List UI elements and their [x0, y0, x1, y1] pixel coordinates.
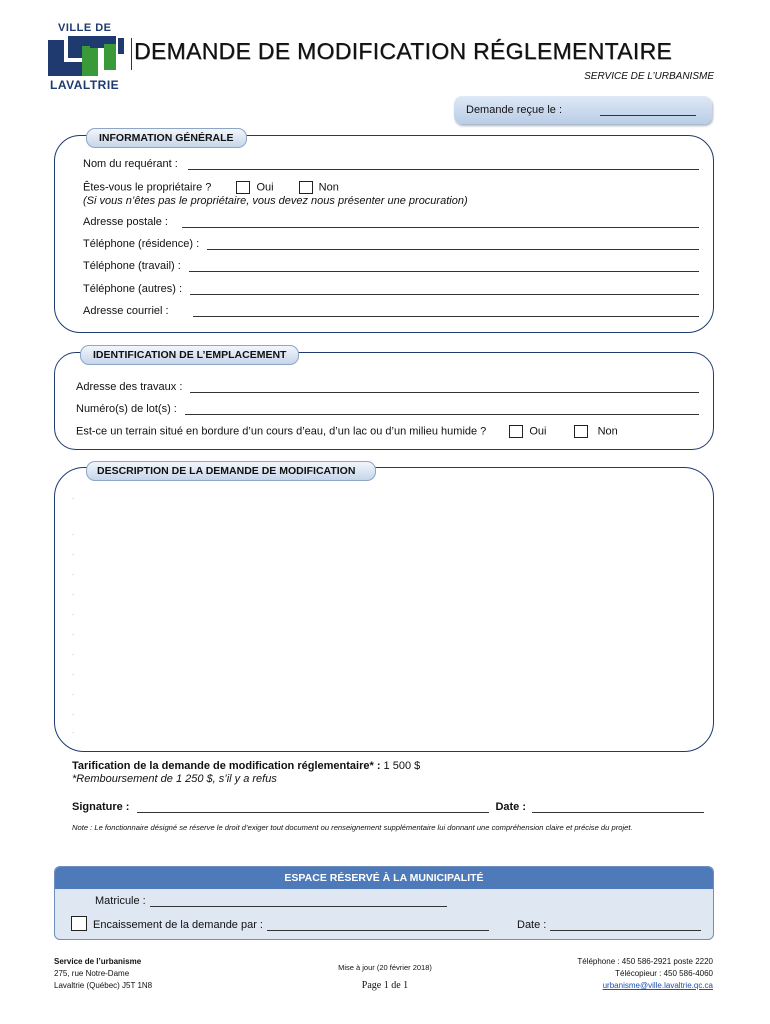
description-line-marker: . [72, 690, 74, 697]
signature-input[interactable] [137, 802, 489, 813]
address-row [83, 216, 699, 228]
owner-yes-label: Oui [256, 181, 274, 194]
general-info-tab: INFORMATION GÉNÉRALE [86, 128, 247, 148]
footer-contact [577, 956, 713, 992]
received-date-label: Demande reçue le : [466, 104, 562, 116]
pricing-label: Tarification de la demande de modification réglementaire* : [72, 760, 381, 772]
logo-top-text: VILLE DE [58, 22, 112, 34]
description-line-marker: . [72, 570, 74, 577]
email-row [83, 305, 699, 317]
requester-input[interactable] [188, 159, 699, 170]
payment-date-label: Date : [517, 919, 547, 931]
address-label: Adresse postale : [83, 216, 168, 228]
description-line-marker: . [72, 590, 74, 597]
requester-row [83, 158, 699, 170]
page-title: DEMANDE DE MODIFICATION RÉGLEMENTAIRE [134, 38, 673, 64]
water-question: Est-ce un terrain situé en bordure d’un cours d’eau, d’un lac ou d’un milieu humide ? [76, 425, 487, 438]
payment-row [71, 916, 701, 931]
pricing-amount: 1 500 $ [383, 760, 421, 772]
water-row [76, 425, 618, 438]
description-line-marker: . [72, 610, 74, 617]
service-subtitle: SERVICE DE L’URBANISME [584, 71, 714, 82]
phone-home-row [83, 238, 699, 250]
owner-question: Êtes-vous le propriétaire ? [83, 181, 212, 194]
footer-address [54, 956, 152, 992]
water-no-label: Non [597, 425, 618, 438]
description-line-marker: . [72, 650, 74, 657]
phone-other-input[interactable] [190, 284, 699, 295]
received-date-field[interactable] [600, 115, 696, 116]
signature-label: Signature : [72, 801, 130, 813]
owner-no-label: Non [318, 181, 339, 194]
footer-street: 275, rue Notre-Dame [54, 969, 130, 978]
lots-label: Numéro(s) de lot(s) : [76, 403, 177, 415]
phone-work-input[interactable] [189, 261, 699, 272]
matricule-row [95, 895, 447, 907]
description-line-marker: . [72, 630, 74, 637]
signature-date-label: Date : [495, 801, 527, 813]
description-line-marker: . [72, 670, 74, 677]
payment-label: Encaissement de la demande par : [93, 919, 263, 931]
page-number: Page 1 de 1 [361, 980, 409, 991]
phone-home-input[interactable] [207, 239, 699, 250]
description-line-marker: . [72, 530, 74, 537]
footer-email-link[interactable]: urbanisme@ville.lavaltrie.qc.ca [602, 981, 713, 990]
footer-update: Mise à jour (20 février 2018) [338, 963, 432, 972]
title-divider [131, 38, 132, 70]
matricule-input[interactable] [150, 896, 447, 907]
municipality-header: ESPACE RÉSERVÉ À LA MUNICIPALITÉ [55, 867, 713, 889]
payment-date-input[interactable] [550, 920, 701, 931]
description-section[interactable] [54, 467, 714, 752]
footer-phone: Téléphone : 450 586-2921 poste 2220 [577, 957, 713, 966]
phone-other-label: Téléphone (autres) : [83, 283, 183, 295]
description-line-marker: . [72, 494, 74, 501]
description-line-marker: . [72, 550, 74, 557]
logo-bottom-text: LAVALTRIE [50, 78, 120, 92]
phone-work-row [83, 260, 699, 272]
signature-date-input[interactable] [532, 802, 704, 813]
water-yes-label: Oui [529, 425, 547, 438]
note-text: Note : Le fonctionnaire désigné se réserve le droit d’exiger tout document ou renseignement supplémentaire lui donnant une compréhension claire et précise du projet. [72, 823, 633, 832]
water-yes-checkbox[interactable] [509, 425, 523, 438]
water-no-checkbox[interactable] [574, 425, 588, 438]
owner-yes-checkbox[interactable] [236, 181, 250, 194]
owner-row [83, 181, 339, 194]
phone-work-label: Téléphone (travail) : [83, 260, 181, 272]
work-address-row [76, 381, 699, 393]
work-address-label: Adresse des travaux : [76, 381, 183, 393]
owner-no-checkbox[interactable] [299, 181, 313, 194]
lavaltrie-logo-icon [46, 34, 128, 80]
payment-input[interactable] [267, 920, 489, 931]
footer-service: Service de l’urbanisme [54, 957, 142, 966]
email-input[interactable] [193, 306, 699, 317]
footer-fax: Télécopieur : 450 586-4060 [615, 969, 713, 978]
description-line-marker: . [72, 728, 74, 735]
location-tab: IDENTIFICATION DE L’EMPLACEMENT [80, 345, 299, 365]
municipality-section [54, 866, 714, 940]
matricule-label: Matricule : [95, 895, 146, 907]
footer-city: Lavaltrie (Québec) J5T 1N8 [54, 981, 153, 990]
requester-label: Nom du requérant : [83, 158, 178, 170]
received-date-box [454, 96, 712, 124]
lots-input[interactable] [185, 404, 699, 415]
phone-home-label: Téléphone (résidence) : [83, 238, 200, 250]
signature-row [72, 801, 704, 813]
pricing-block [72, 760, 420, 785]
email-label: Adresse courriel : [83, 305, 169, 317]
lots-row [76, 403, 699, 415]
payment-checkbox[interactable] [71, 916, 87, 931]
description-tab: DESCRIPTION DE LA DEMANDE DE MODIFICATION [86, 461, 376, 481]
address-input[interactable] [182, 217, 699, 228]
description-line-marker: . [72, 710, 74, 717]
owner-note: (Si vous n’êtes pas le propriétaire, vous devez nous présenter une procuration) [83, 195, 468, 207]
work-address-input[interactable] [190, 382, 699, 393]
pricing-refund: *Remboursement de 1 250 $, s’il y a refus [72, 773, 277, 785]
phone-other-row [83, 283, 699, 295]
